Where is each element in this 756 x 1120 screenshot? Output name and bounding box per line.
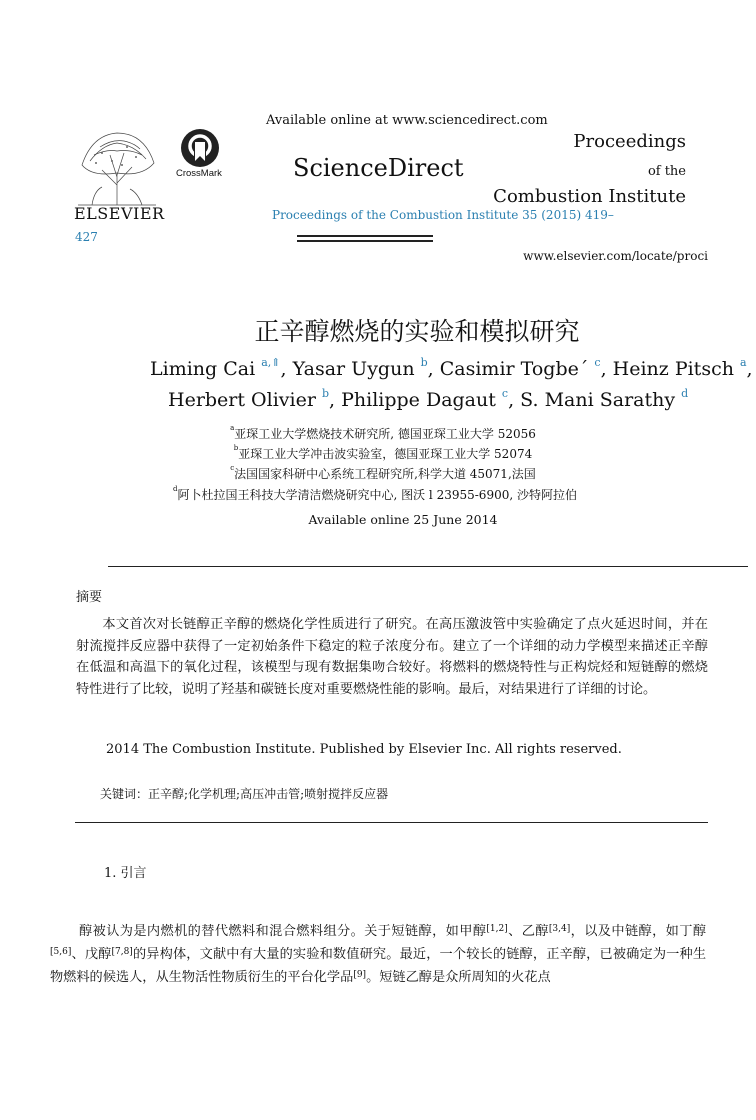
author-affiliation-link[interactable]: d: [681, 387, 689, 400]
author-name: , Yasar Uygun: [280, 358, 421, 380]
author-name: , S. Mani Sarathy: [508, 389, 682, 411]
authors-line-2: [168, 389, 688, 411]
affiliation-mark: c: [230, 464, 235, 472]
journal-title-line1: Proceedings: [573, 131, 686, 152]
author-affiliation-link[interactable]: a,⇑: [261, 356, 281, 369]
author-name: Liming Cai: [150, 358, 262, 380]
divider: [75, 822, 708, 823]
journal-title-line3: Combustion Institute: [493, 186, 686, 207]
citation-link[interactable]: [9]: [353, 970, 367, 980]
author-name: , Heinz Pitsch: [600, 358, 740, 380]
author-affiliation-link[interactable]: a: [739, 356, 747, 369]
author-affiliation-link[interactable]: c: [501, 387, 509, 400]
citation-link[interactable]: [7,8]: [111, 947, 133, 957]
affiliation-c: [5, 465, 756, 482]
author-name: , Casimir Togbe´: [427, 358, 595, 380]
affiliation-text: 亚琛工业大学冲击波实验室，德国亚琛工业大学 52074: [238, 447, 533, 461]
available-online-text: Available online at www.sciencedirect.com: [266, 113, 548, 128]
intro-text: 醇被认为是内燃机的替代燃料和混合燃料组分。关于短链醇，如甲醇: [79, 924, 487, 939]
author-affiliation-link[interactable]: b: [321, 387, 330, 400]
affiliation-text: 阿卜杜拉国王科技大学清洁燃烧研究中心, 图沃 l 23955-6900, 沙特阿拉伯: [177, 488, 577, 502]
author-name: ,: [746, 358, 753, 380]
affiliation-a: [5, 425, 756, 442]
sciencedirect-title: ScienceDirect: [293, 154, 464, 182]
divider: [108, 566, 748, 567]
citation-link[interactable]: [1,2]: [486, 924, 508, 934]
affiliation-mark: a: [230, 424, 235, 432]
intro-paragraph: [50, 920, 706, 989]
publisher-name: ELSEVIER: [74, 204, 165, 223]
affiliation-mark: b: [233, 444, 239, 452]
intro-text: ，以及中链醇，如丁醇: [570, 924, 707, 939]
section-heading: 1. 引言: [104, 866, 147, 881]
journal-url[interactable]: www.elsevier.com/locate/proci: [523, 249, 708, 263]
intro-text: 。短链乙醇是众所周知的火花点: [366, 970, 551, 985]
author-affiliation-link[interactable]: c: [594, 356, 601, 369]
authors-line-1: [150, 358, 753, 380]
affiliation-d: [0, 486, 753, 503]
abstract-body: 本文首次对长链醇正辛醇的燃烧化学性质进行了研究。在高压激波管中实验确定了点火延迟时间，并在射流搅拌反应器中获得了一定初始条件下稳定的粒子浓度分布。建立了一个详细的动力学模型来描述正辛醇在低温和高温下的氧化过程，该模型与现有数据集吻合较好。将燃料的燃烧特性与正构烷烃和短链醇的燃烧特性进行了比较，说明了羟基和碳链长度对重要燃烧性能的影响。最后，对结果进行了详细的讨论。: [76, 617, 708, 697]
affiliation-text: 法国国家科研中心系统工程研究所,科学大道 45071,法国: [234, 467, 536, 481]
crossmark-icon[interactable]: [178, 127, 222, 169]
citation-link[interactable]: [3,4]: [548, 924, 571, 934]
affiliation-text: 亚琛工业大学燃烧技术研究所, 德国亚琛工业大学 52056: [234, 427, 536, 441]
citation-link[interactable]: [5,6]: [50, 947, 72, 957]
intro-text: 的异构体，文献中有大量的实验和数值研究。最近，一个较长的链醇，正辛醇，已被确定为一种生物燃料的候选人，从生物活性物质衍生的平台化学品: [50, 947, 707, 985]
author-name: Herbert Olivier: [168, 389, 322, 411]
double-rule: [297, 235, 433, 242]
intro-text: 、戊醇: [71, 947, 112, 962]
elsevier-tree-logo: [72, 125, 162, 207]
article-title: 正辛醇燃烧的实验和模拟研究: [254, 317, 580, 346]
author-affiliation-link[interactable]: b: [420, 356, 428, 369]
available-date: Available online 25 June 2014: [308, 512, 498, 527]
author-name: , Philippe Dagaut: [329, 389, 502, 411]
keywords: 关键词：正辛醇;化学机理;高压冲击管;喷射搅拌反应器: [100, 787, 389, 801]
affiliation-mark: d: [173, 485, 178, 493]
intro-text: 、乙醇: [507, 924, 549, 939]
copyright-notice: 2014 The Combustion Institute. Published by Elsevier Inc. All rights reserved.: [106, 742, 622, 757]
affiliation-b: [5, 445, 756, 462]
journal-reference[interactable]: Proceedings of the Combustion Institute 35 (2015) 419–: [272, 208, 614, 222]
abstract-heading: 摘要: [76, 590, 103, 605]
journal-reference-pages[interactable]: 427: [75, 230, 98, 244]
crossmark-label: CrossMark: [176, 168, 222, 179]
journal-title-line2: of the: [647, 164, 686, 179]
